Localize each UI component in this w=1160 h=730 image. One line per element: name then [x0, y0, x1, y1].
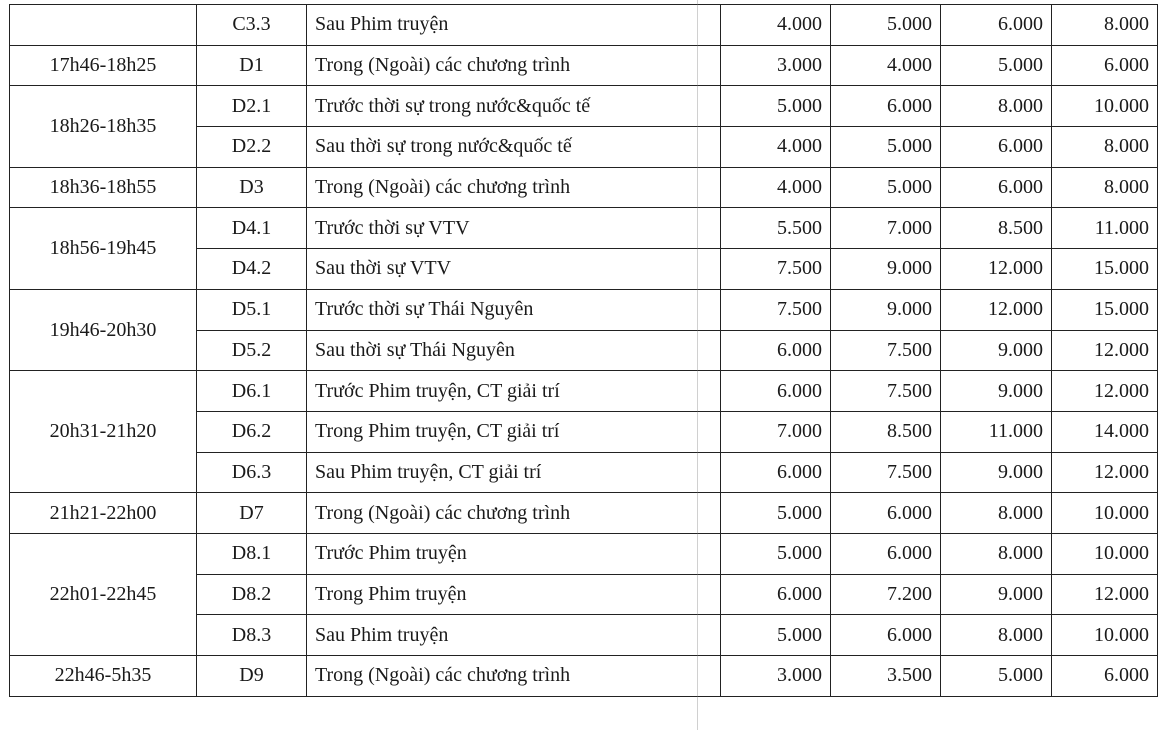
price-cell-1: 5.000 [721, 533, 831, 574]
price-cell-4: 11.000 [1052, 208, 1158, 249]
slot-code-cell: D8.1 [197, 533, 307, 574]
table-row [10, 167, 1158, 208]
price-cell-3: 9.000 [941, 371, 1052, 412]
slot-description-cell: Sau thời sự trong nước&quốc tế [307, 127, 721, 168]
price-cell-4: 8.000 [1052, 5, 1158, 46]
scan-fold-line [697, 0, 698, 730]
price-cell-3: 9.000 [941, 452, 1052, 493]
price-cell-1: 7.500 [721, 249, 831, 290]
slot-code-cell: D9 [197, 656, 307, 697]
price-cell-1: 7.500 [721, 289, 831, 330]
price-cell-1: 7.000 [721, 411, 831, 452]
time-slot-cell: 18h56-19h45 [10, 208, 197, 289]
price-cell-2: 6.000 [831, 533, 941, 574]
table-row [10, 656, 1158, 697]
price-cell-3: 8.000 [941, 615, 1052, 656]
slot-description-cell: Trước Phim truyện [307, 533, 721, 574]
slot-description-cell: Trước thời sự Thái Nguyên [307, 289, 721, 330]
table-row [10, 45, 1158, 86]
time-slot-cell: 21h21-22h00 [10, 493, 197, 534]
price-cell-3: 9.000 [941, 330, 1052, 371]
price-cell-4: 10.000 [1052, 533, 1158, 574]
price-cell-3: 5.000 [941, 656, 1052, 697]
price-cell-2: 9.000 [831, 289, 941, 330]
price-cell-1: 3.000 [721, 656, 831, 697]
slot-description-cell: Trước thời sự trong nước&quốc tế [307, 86, 721, 127]
rate-table-body [10, 5, 1158, 697]
price-cell-4: 10.000 [1052, 615, 1158, 656]
table-row [10, 208, 1158, 249]
price-cell-1: 5.000 [721, 86, 831, 127]
price-cell-4: 15.000 [1052, 289, 1158, 330]
slot-description-cell: Trước Phim truyện, CT giải trí [307, 371, 721, 412]
price-cell-3: 8.000 [941, 86, 1052, 127]
slot-description-cell: Sau thời sự VTV [307, 249, 721, 290]
slot-code-cell: D6.3 [197, 452, 307, 493]
price-cell-2: 6.000 [831, 493, 941, 534]
price-cell-2: 5.000 [831, 167, 941, 208]
time-slot-cell: 22h01-22h45 [10, 533, 197, 655]
slot-code-cell: D6.1 [197, 371, 307, 412]
price-cell-2: 6.000 [831, 615, 941, 656]
slot-description-cell: Trước thời sự VTV [307, 208, 721, 249]
price-cell-4: 6.000 [1052, 45, 1158, 86]
price-cell-1: 5.000 [721, 615, 831, 656]
price-cell-4: 8.000 [1052, 127, 1158, 168]
slot-code-cell: D5.1 [197, 289, 307, 330]
price-cell-2: 6.000 [831, 86, 941, 127]
slot-description-cell: Trong (Ngoài) các chương trình [307, 493, 721, 534]
slot-code-cell: D5.2 [197, 330, 307, 371]
slot-description-cell: Sau Phim truyện [307, 5, 721, 46]
price-cell-1: 6.000 [721, 371, 831, 412]
price-cell-4: 14.000 [1052, 411, 1158, 452]
slot-code-cell: D7 [197, 493, 307, 534]
price-cell-3: 12.000 [941, 289, 1052, 330]
price-cell-4: 12.000 [1052, 371, 1158, 412]
price-cell-2: 3.500 [831, 656, 941, 697]
price-cell-2: 7.200 [831, 574, 941, 615]
price-cell-3: 8.000 [941, 493, 1052, 534]
time-slot-cell [10, 5, 197, 46]
price-cell-1: 4.000 [721, 127, 831, 168]
price-cell-4: 12.000 [1052, 574, 1158, 615]
slot-code-cell: D2.1 [197, 86, 307, 127]
slot-code-cell: D4.2 [197, 249, 307, 290]
price-cell-3: 9.000 [941, 574, 1052, 615]
table-row [10, 371, 1158, 412]
time-slot-cell: 20h31-21h20 [10, 371, 197, 493]
price-cell-1: 5.000 [721, 493, 831, 534]
price-cell-4: 8.000 [1052, 167, 1158, 208]
price-cell-2: 7.500 [831, 452, 941, 493]
price-cell-1: 4.000 [721, 167, 831, 208]
price-cell-4: 15.000 [1052, 249, 1158, 290]
table-row [10, 5, 1158, 46]
price-cell-2: 5.000 [831, 5, 941, 46]
price-cell-4: 10.000 [1052, 493, 1158, 534]
time-slot-cell: 18h36-18h55 [10, 167, 197, 208]
slot-code-cell: C3.3 [197, 5, 307, 46]
slot-description-cell: Sau Phim truyện, CT giải trí [307, 452, 721, 493]
price-cell-1: 6.000 [721, 330, 831, 371]
price-cell-1: 3.000 [721, 45, 831, 86]
price-cell-1: 6.000 [721, 452, 831, 493]
price-cell-2: 5.000 [831, 127, 941, 168]
price-cell-4: 6.000 [1052, 656, 1158, 697]
time-slot-cell: 17h46-18h25 [10, 45, 197, 86]
price-cell-3: 6.000 [941, 127, 1052, 168]
table-row [10, 533, 1158, 574]
time-slot-cell: 19h46-20h30 [10, 289, 197, 370]
table-row [10, 86, 1158, 127]
price-cell-4: 12.000 [1052, 452, 1158, 493]
slot-description-cell: Trong (Ngoài) các chương trình [307, 656, 721, 697]
price-cell-4: 12.000 [1052, 330, 1158, 371]
time-slot-cell: 22h46-5h35 [10, 656, 197, 697]
slot-code-cell: D1 [197, 45, 307, 86]
price-cell-1: 4.000 [721, 5, 831, 46]
price-cell-3: 8.000 [941, 533, 1052, 574]
slot-description-cell: Trong Phim truyện, CT giải trí [307, 411, 721, 452]
price-cell-2: 7.500 [831, 371, 941, 412]
price-cell-3: 6.000 [941, 5, 1052, 46]
slot-description-cell: Trong (Ngoài) các chương trình [307, 167, 721, 208]
slot-code-cell: D4.1 [197, 208, 307, 249]
price-cell-4: 10.000 [1052, 86, 1158, 127]
slot-code-cell: D3 [197, 167, 307, 208]
price-cell-1: 5.500 [721, 208, 831, 249]
slot-description-cell: Trong Phim truyện [307, 574, 721, 615]
slot-description-cell: Sau thời sự Thái Nguyên [307, 330, 721, 371]
price-cell-2: 8.500 [831, 411, 941, 452]
price-cell-2: 7.500 [831, 330, 941, 371]
rate-table [9, 4, 1158, 697]
price-cell-3: 11.000 [941, 411, 1052, 452]
price-cell-3: 8.500 [941, 208, 1052, 249]
price-cell-2: 4.000 [831, 45, 941, 86]
slot-description-cell: Trong (Ngoài) các chương trình [307, 45, 721, 86]
price-cell-3: 12.000 [941, 249, 1052, 290]
slot-code-cell: D6.2 [197, 411, 307, 452]
price-cell-2: 7.000 [831, 208, 941, 249]
slot-code-cell: D8.2 [197, 574, 307, 615]
price-cell-1: 6.000 [721, 574, 831, 615]
table-row [10, 493, 1158, 534]
slot-code-cell: D8.3 [197, 615, 307, 656]
price-cell-3: 5.000 [941, 45, 1052, 86]
price-cell-2: 9.000 [831, 249, 941, 290]
slot-description-cell: Sau Phim truyện [307, 615, 721, 656]
table-row [10, 289, 1158, 330]
slot-code-cell: D2.2 [197, 127, 307, 168]
price-cell-3: 6.000 [941, 167, 1052, 208]
time-slot-cell: 18h26-18h35 [10, 86, 197, 167]
